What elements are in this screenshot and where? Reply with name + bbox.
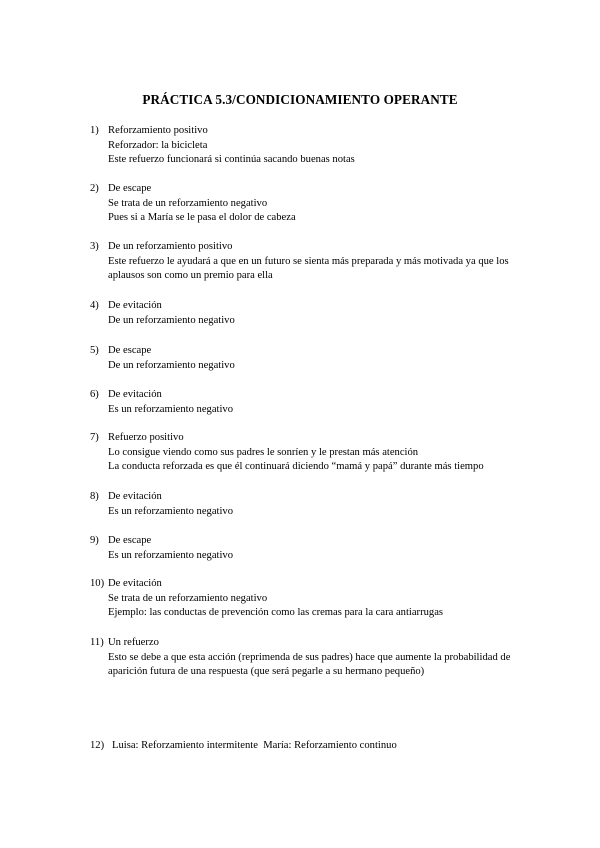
- item-line: De un reforzamiento negativo: [108, 359, 235, 371]
- item-line: De evitación: [108, 491, 162, 502]
- item-line: Es un reforzamiento negativo: [108, 403, 234, 415]
- item-line: Ejemplo: las conductas de prevención como las cremas para la cara antiarrugas: [108, 607, 444, 618]
- item-number: 5): [90, 345, 99, 356]
- item-line: Pues si a María se le pasa el dolor de cabeza: [108, 212, 296, 223]
- item-line: De escape: [108, 345, 152, 356]
- item-number: 11): [90, 637, 104, 648]
- answer-item-2: [90, 182, 530, 226]
- item-line: Este refuerzo le ayudará a que en un futuro se sienta más preparada y más motivada ya que los aplausos son como un premio para ella: [108, 255, 509, 281]
- answer-item-6: [90, 388, 530, 417]
- item-line: Es un reforzamiento negativo: [108, 549, 234, 561]
- item-number: 10): [90, 578, 105, 589]
- item-line: Este refuerzo funcionará si continúa sacando buenas notas: [108, 154, 355, 165]
- item-line: Se trata de un reforzamiento negativo: [108, 197, 268, 209]
- item-line: Esto se debe a que esta acción (reprimenda de sus padres) hace que aumente la probabilidad de aparición futura de una respuesta (que será pegarle a su hermano pequeño): [108, 651, 511, 677]
- answer-item-5: [90, 344, 530, 373]
- answer-item-10: [90, 577, 530, 621]
- item-line: Reforzamiento positivo: [108, 125, 208, 136]
- answer-item-1: [90, 124, 530, 168]
- item-number: 8): [90, 491, 99, 502]
- item-line: Refuerzo positivo: [108, 432, 184, 443]
- item-line: De evitación: [108, 300, 162, 311]
- answer-item-7: [90, 431, 530, 475]
- item-line: De escape: [108, 183, 152, 194]
- item-line: Lo consigue viendo como sus padres le sonríen y le prestan más atención: [108, 446, 419, 458]
- item-line: De un reforzamiento positivo: [108, 241, 233, 252]
- item-number: 7): [90, 432, 99, 443]
- item-number: 3): [90, 241, 99, 252]
- item-number: 2): [90, 183, 99, 194]
- item-line: De evitación: [108, 578, 162, 589]
- answer-item-8: [90, 490, 530, 519]
- item-number: 9): [90, 535, 99, 546]
- item-number: 12): [90, 740, 105, 751]
- item-number: 6): [90, 389, 99, 400]
- answer-item-11: [90, 636, 530, 680]
- item-number: 1): [90, 125, 99, 136]
- answer-item-12: [90, 739, 530, 754]
- item-line: De evitación: [108, 389, 162, 400]
- answer-item-4: [90, 299, 530, 328]
- item-number: 4): [90, 300, 99, 311]
- item-line: Se trata de un reforzamiento negativo: [108, 592, 268, 604]
- answer-item-3: [90, 240, 530, 284]
- item-line: Luisa: Reforzamiento intermitente María: Reforzamiento continuo: [112, 740, 397, 751]
- item-line: La conducta reforzada es que él continuará diciendo “mamá y papá” durante más tiempo: [108, 461, 484, 472]
- item-line: De un reforzamiento negativo: [108, 314, 235, 326]
- item-line: De escape: [108, 535, 152, 546]
- item-line: Un refuerzo: [108, 637, 159, 648]
- answer-item-9: [90, 534, 530, 563]
- item-line: Reforzador: la bicicleta: [108, 139, 208, 151]
- item-line: Es un reforzamiento negativo: [108, 505, 234, 517]
- document-title: PRÁCTICA 5.3/CONDICIONAMIENTO OPERANTE: [142, 92, 458, 107]
